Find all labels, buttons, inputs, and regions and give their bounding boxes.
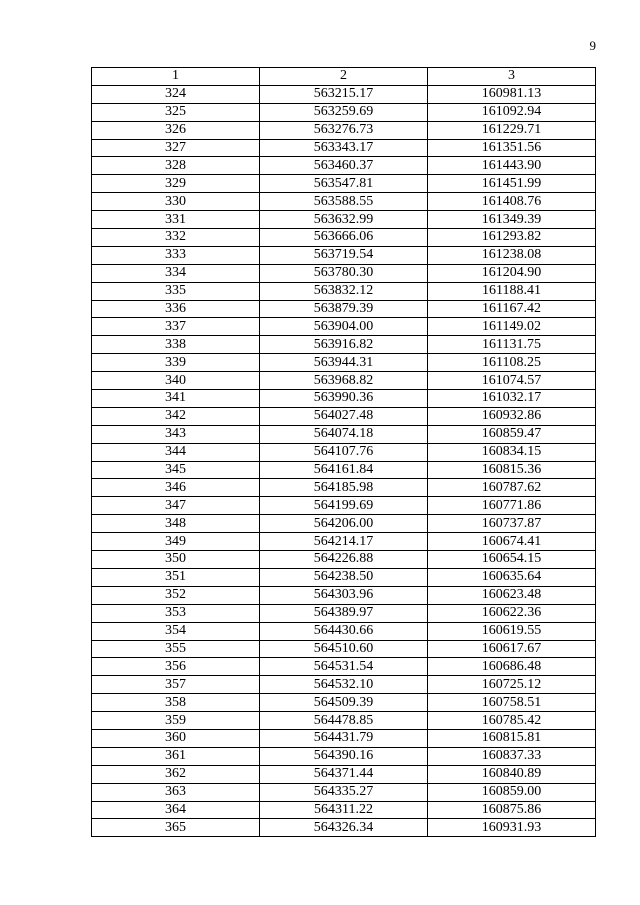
table-body xyxy=(92,85,596,836)
point-number-cell: 362 xyxy=(92,765,260,783)
table-row xyxy=(92,801,596,819)
table-row xyxy=(92,729,596,747)
x-coordinate-cell: 564303.96 xyxy=(260,586,428,604)
x-coordinate-cell: 563547.81 xyxy=(260,175,428,193)
column-header-3: 3 xyxy=(428,68,596,86)
table-row xyxy=(92,246,596,264)
y-coordinate-cell: 161204.90 xyxy=(428,264,596,282)
y-coordinate-cell: 161408.76 xyxy=(428,193,596,211)
point-number-cell: 350 xyxy=(92,551,260,569)
y-coordinate-cell: 161167.42 xyxy=(428,300,596,318)
point-number-cell: 340 xyxy=(92,372,260,390)
x-coordinate-cell: 564161.84 xyxy=(260,461,428,479)
y-coordinate-cell: 160771.86 xyxy=(428,497,596,515)
y-coordinate-cell: 161108.25 xyxy=(428,354,596,372)
table-row xyxy=(92,157,596,175)
table-row xyxy=(92,586,596,604)
y-coordinate-cell: 160686.48 xyxy=(428,658,596,676)
point-number-cell: 334 xyxy=(92,264,260,282)
x-coordinate-cell: 564074.18 xyxy=(260,425,428,443)
table-row xyxy=(92,211,596,229)
x-coordinate-cell: 563276.73 xyxy=(260,121,428,139)
table-row xyxy=(92,551,596,569)
y-coordinate-cell: 161188.41 xyxy=(428,282,596,300)
table-row xyxy=(92,783,596,801)
y-coordinate-cell: 161092.94 xyxy=(428,103,596,121)
table-row xyxy=(92,443,596,461)
x-coordinate-cell: 564335.27 xyxy=(260,783,428,801)
x-coordinate-cell: 563879.39 xyxy=(260,300,428,318)
point-number-cell: 325 xyxy=(92,103,260,121)
y-coordinate-cell: 160931.93 xyxy=(428,819,596,837)
x-coordinate-cell: 564430.66 xyxy=(260,622,428,640)
y-coordinate-cell: 161351.56 xyxy=(428,139,596,157)
y-coordinate-cell: 160654.15 xyxy=(428,551,596,569)
point-number-cell: 365 xyxy=(92,819,260,837)
point-number-cell: 342 xyxy=(92,407,260,425)
y-coordinate-cell: 160785.42 xyxy=(428,712,596,730)
table-row xyxy=(92,121,596,139)
y-coordinate-cell: 160758.51 xyxy=(428,694,596,712)
point-number-cell: 330 xyxy=(92,193,260,211)
y-coordinate-cell: 160837.33 xyxy=(428,747,596,765)
table-row xyxy=(92,712,596,730)
table-row xyxy=(92,765,596,783)
x-coordinate-cell: 564431.79 xyxy=(260,729,428,747)
table-row xyxy=(92,497,596,515)
point-number-cell: 344 xyxy=(92,443,260,461)
point-number-cell: 337 xyxy=(92,318,260,336)
y-coordinate-cell: 160815.36 xyxy=(428,461,596,479)
point-number-cell: 354 xyxy=(92,622,260,640)
y-coordinate-cell: 160619.55 xyxy=(428,622,596,640)
x-coordinate-cell: 564226.88 xyxy=(260,551,428,569)
y-coordinate-cell: 160725.12 xyxy=(428,676,596,694)
point-number-cell: 353 xyxy=(92,604,260,622)
point-number-cell: 349 xyxy=(92,533,260,551)
y-coordinate-cell: 161074.57 xyxy=(428,372,596,390)
x-coordinate-cell: 563632.99 xyxy=(260,211,428,229)
table-row xyxy=(92,568,596,586)
y-coordinate-cell: 160840.89 xyxy=(428,765,596,783)
x-coordinate-cell: 564185.98 xyxy=(260,479,428,497)
table-header-row xyxy=(92,68,596,86)
x-coordinate-cell: 563259.69 xyxy=(260,103,428,121)
point-number-cell: 356 xyxy=(92,658,260,676)
table-row xyxy=(92,336,596,354)
table-row xyxy=(92,354,596,372)
table-row xyxy=(92,425,596,443)
point-number-cell: 345 xyxy=(92,461,260,479)
table-row xyxy=(92,282,596,300)
x-coordinate-cell: 564532.10 xyxy=(260,676,428,694)
point-number-cell: 348 xyxy=(92,515,260,533)
y-coordinate-cell: 161149.02 xyxy=(428,318,596,336)
y-coordinate-cell: 161443.90 xyxy=(428,157,596,175)
table-row xyxy=(92,515,596,533)
x-coordinate-cell: 564390.16 xyxy=(260,747,428,765)
table-row xyxy=(92,819,596,837)
point-number-cell: 360 xyxy=(92,729,260,747)
table-row xyxy=(92,747,596,765)
point-number-cell: 361 xyxy=(92,747,260,765)
x-coordinate-cell: 563832.12 xyxy=(260,282,428,300)
y-coordinate-cell: 161032.17 xyxy=(428,390,596,408)
point-number-cell: 355 xyxy=(92,640,260,658)
y-coordinate-cell: 161293.82 xyxy=(428,229,596,247)
y-coordinate-cell: 160617.67 xyxy=(428,640,596,658)
x-coordinate-cell: 564371.44 xyxy=(260,765,428,783)
point-number-cell: 331 xyxy=(92,211,260,229)
point-number-cell: 357 xyxy=(92,676,260,694)
y-coordinate-cell: 160635.64 xyxy=(428,568,596,586)
coordinates-table xyxy=(91,67,596,837)
point-number-cell: 363 xyxy=(92,783,260,801)
point-number-cell: 333 xyxy=(92,246,260,264)
point-number-cell: 352 xyxy=(92,586,260,604)
x-coordinate-cell: 564311.22 xyxy=(260,801,428,819)
x-coordinate-cell: 563343.17 xyxy=(260,139,428,157)
column-header-2: 2 xyxy=(260,68,428,86)
x-coordinate-cell: 563990.36 xyxy=(260,390,428,408)
table-row xyxy=(92,479,596,497)
point-number-cell: 326 xyxy=(92,121,260,139)
table-row xyxy=(92,533,596,551)
y-coordinate-cell: 161349.39 xyxy=(428,211,596,229)
table-row xyxy=(92,658,596,676)
y-coordinate-cell: 161238.08 xyxy=(428,246,596,264)
point-number-cell: 324 xyxy=(92,85,260,103)
x-coordinate-cell: 563719.54 xyxy=(260,246,428,264)
y-coordinate-cell: 160815.81 xyxy=(428,729,596,747)
point-number-cell: 364 xyxy=(92,801,260,819)
y-coordinate-cell: 160787.62 xyxy=(428,479,596,497)
y-coordinate-cell: 161229.71 xyxy=(428,121,596,139)
x-coordinate-cell: 564107.76 xyxy=(260,443,428,461)
point-number-cell: 328 xyxy=(92,157,260,175)
table-row xyxy=(92,318,596,336)
x-coordinate-cell: 563944.31 xyxy=(260,354,428,372)
table-row xyxy=(92,193,596,211)
y-coordinate-cell: 160859.00 xyxy=(428,783,596,801)
column-header-1: 1 xyxy=(92,68,260,86)
point-number-cell: 343 xyxy=(92,425,260,443)
point-number-cell: 341 xyxy=(92,390,260,408)
x-coordinate-cell: 563904.00 xyxy=(260,318,428,336)
table-row xyxy=(92,175,596,193)
point-number-cell: 327 xyxy=(92,139,260,157)
table-row xyxy=(92,390,596,408)
x-coordinate-cell: 563968.82 xyxy=(260,372,428,390)
table-row xyxy=(92,229,596,247)
point-number-cell: 336 xyxy=(92,300,260,318)
y-coordinate-cell: 161451.99 xyxy=(428,175,596,193)
point-number-cell: 351 xyxy=(92,568,260,586)
x-coordinate-cell: 564238.50 xyxy=(260,568,428,586)
x-coordinate-cell: 564510.60 xyxy=(260,640,428,658)
x-coordinate-cell: 564531.54 xyxy=(260,658,428,676)
x-coordinate-cell: 564199.69 xyxy=(260,497,428,515)
x-coordinate-cell: 563588.55 xyxy=(260,193,428,211)
y-coordinate-cell: 160875.86 xyxy=(428,801,596,819)
table-row xyxy=(92,640,596,658)
table-row xyxy=(92,300,596,318)
point-number-cell: 329 xyxy=(92,175,260,193)
x-coordinate-cell: 564326.34 xyxy=(260,819,428,837)
y-coordinate-cell: 160834.15 xyxy=(428,443,596,461)
y-coordinate-cell: 160623.48 xyxy=(428,586,596,604)
x-coordinate-cell: 564027.48 xyxy=(260,407,428,425)
y-coordinate-cell: 160737.87 xyxy=(428,515,596,533)
point-number-cell: 338 xyxy=(92,336,260,354)
point-number-cell: 335 xyxy=(92,282,260,300)
point-number-cell: 358 xyxy=(92,694,260,712)
table-row xyxy=(92,407,596,425)
point-number-cell: 347 xyxy=(92,497,260,515)
x-coordinate-cell: 563780.30 xyxy=(260,264,428,282)
table-row xyxy=(92,622,596,640)
x-coordinate-cell: 564206.00 xyxy=(260,515,428,533)
table-row xyxy=(92,372,596,390)
x-coordinate-cell: 563916.82 xyxy=(260,336,428,354)
point-number-cell: 339 xyxy=(92,354,260,372)
table-row xyxy=(92,461,596,479)
table-row xyxy=(92,139,596,157)
y-coordinate-cell: 160981.13 xyxy=(428,85,596,103)
x-coordinate-cell: 564478.85 xyxy=(260,712,428,730)
table-row xyxy=(92,85,596,103)
x-coordinate-cell: 564389.97 xyxy=(260,604,428,622)
table-row xyxy=(92,676,596,694)
table-row xyxy=(92,694,596,712)
y-coordinate-cell: 161131.75 xyxy=(428,336,596,354)
x-coordinate-cell: 564214.17 xyxy=(260,533,428,551)
x-coordinate-cell: 564509.39 xyxy=(260,694,428,712)
y-coordinate-cell: 160622.36 xyxy=(428,604,596,622)
y-coordinate-cell: 160932.86 xyxy=(428,407,596,425)
y-coordinate-cell: 160859.47 xyxy=(428,425,596,443)
table-row xyxy=(92,264,596,282)
page-number: 9 xyxy=(589,38,596,53)
point-number-cell: 346 xyxy=(92,479,260,497)
point-number-cell: 359 xyxy=(92,712,260,730)
x-coordinate-cell: 563460.37 xyxy=(260,157,428,175)
table-row xyxy=(92,604,596,622)
x-coordinate-cell: 563215.17 xyxy=(260,85,428,103)
x-coordinate-cell: 563666.06 xyxy=(260,229,428,247)
point-number-cell: 332 xyxy=(92,229,260,247)
y-coordinate-cell: 160674.41 xyxy=(428,533,596,551)
table-row xyxy=(92,103,596,121)
